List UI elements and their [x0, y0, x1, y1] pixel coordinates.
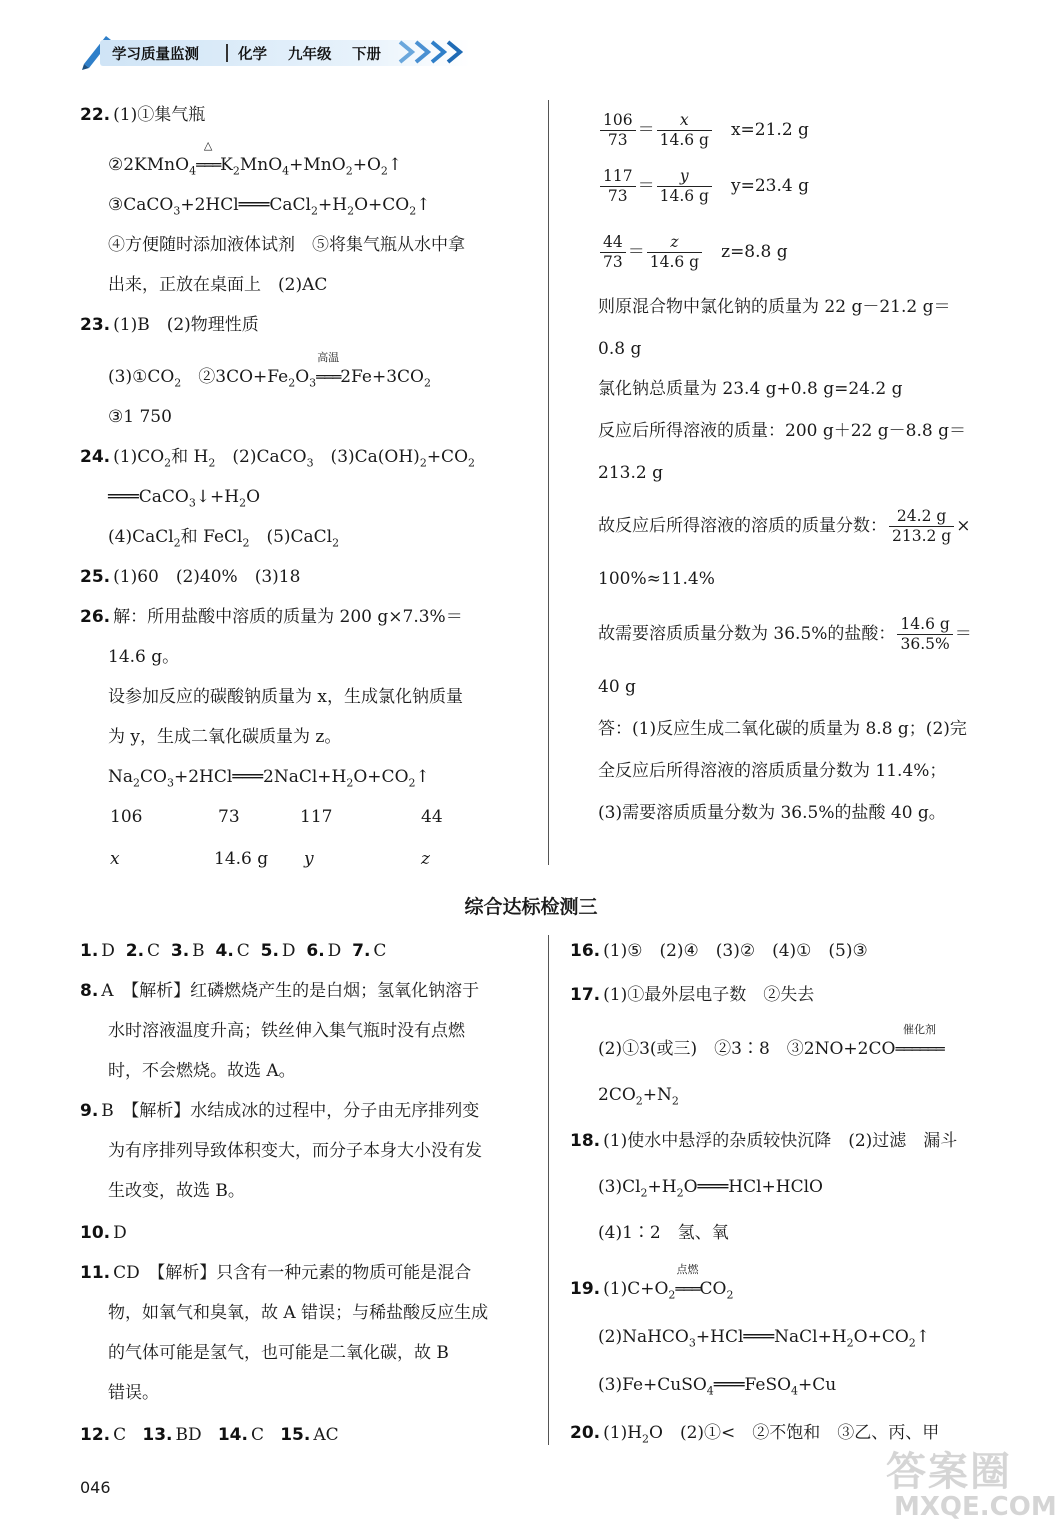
ratio-cell: y: [304, 849, 314, 869]
q18-line1: 18. (1)使水中悬浮的杂质较快沉降 (2)过滤 漏斗: [570, 1131, 958, 1151]
watermark-bottom-text: MXQE.COM: [894, 1492, 1057, 1522]
q19-equation2: $(2)NaHCO_3+HCl═══NaCl+H_2O+CO_2↑$: [598, 1327, 931, 1350]
mass-fraction-result: 100%≈11.4%: [598, 569, 715, 589]
acid-mass-result: 40 g: [598, 677, 636, 697]
q16-line1: 16. (1)⑤ (2)④ (3)② (4)① (5)③: [570, 941, 868, 961]
q22-line5: 出来，正放在桌面上 (2)AC: [108, 275, 328, 295]
q8-line3: 时，不会燃烧。故选 A。: [108, 1061, 296, 1081]
q24-line2: $═══CaCO_3↓+H_2O$: [108, 487, 261, 510]
q23-equation: $(3)①CO_2$ $②3CO+Fe_2O_3$ 高温 $═══2Fe+3CO_2$: [108, 351, 431, 390]
q24-line1: 24. $(1)CO_2$和 $H_2$ (2)CaCO$_3$ $(3)Ca(OH)_2+CO_2$: [80, 447, 476, 470]
column-divider-bottom: [548, 935, 549, 1445]
subject-label: 化学: [238, 47, 267, 63]
proportion-x: $\frac{106}{73}$ ＝ $\frac{x}{14.6 g}$ x=21.2 g: [598, 110, 809, 150]
watermark-logo: [880, 1440, 1057, 1530]
page-header: [78, 30, 478, 74]
q10-line1: 10. D: [80, 1223, 127, 1243]
ratio-cell: 73: [218, 807, 240, 827]
q23-line1: 23. (1)B (2)物理性质: [80, 315, 259, 335]
q8-line1: 8. A 【解析】红磷燃烧产生的是白烟；氢氧化钠溶于: [80, 981, 480, 1001]
answer-line3: (3)需要溶质质量分数为 36.5%的盐酸 40 g。: [598, 803, 946, 823]
q24-line3: (4)CaCl$_2$和 FeCl$_2$ (5)CaCl$_2$: [108, 527, 340, 550]
q26-equation: $Na_2CO_3+2HCl═══2NaCl+H_2O+CO_2↑$: [108, 767, 430, 790]
chevron-arrows-icon: [396, 38, 476, 66]
acid-mass-calc: 故需要溶质质量分数为 36.5%的盐酸： $\frac{14.6 g}{36.5\%}$ ＝: [598, 615, 972, 653]
mc-answers-1-7: 1. D 2. C 3. B 4. C 5. D 6. D 7. C: [80, 941, 387, 961]
q26-line2: 14.6 g。: [108, 647, 180, 667]
proportion-y: $\frac{117}{73}$ ＝ $\frac{y}{14.6 g}$ y=23.4 g: [598, 166, 809, 206]
grade-label: 九年级: [288, 47, 332, 63]
q22-equation1: ②2KMnO$_4$ △ $═══K_2MnO_4+MnO_2+O_2↑$: [108, 139, 403, 178]
q9-line2: 为有序排列导致体积变大，而分子本身大小没有发: [108, 1141, 482, 1161]
mass-fraction-calc: 故反应后所得溶液的溶质的质量分数： $\frac{24.2 g}{213.2 g}$ ×: [598, 507, 971, 545]
ratio-cell: x: [110, 849, 120, 869]
ratio-cell: z: [421, 849, 430, 869]
section-title: 综合达标检测三: [464, 896, 598, 918]
q11-line4: 错误。: [108, 1383, 159, 1403]
q11-line1: 11. CD 【解析】只含有一种元素的物质可能是混合: [80, 1263, 472, 1283]
answer-line2: 全反应后所得溶液的溶质质量分数为 11.4%；: [598, 761, 947, 781]
q17-equation: (2)①3(或三) ②3∶8 ③2NO+2CO 催化剂 ══════: [598, 1023, 944, 1059]
q9-line3: 生改变，故选 B。: [108, 1181, 245, 1201]
q19-line1: 19. $(1)C+O_2$ 点燃 $═══CO_2$: [570, 1263, 734, 1302]
solution-mass: 反应后所得溶液的质量：200 g＋22 g－8.8 g＝: [598, 421, 966, 441]
q17-line1: 17. (1)①最外层电子数 ②失去: [570, 985, 815, 1005]
q23-line3: ③1 750: [108, 407, 172, 427]
nacl-original-mass: 则原混合物中氯化钠的质量为 22 g－21.2 g＝: [598, 297, 951, 317]
mc-answers-12-15: 12. C 13. BD 14. C 15. AC: [80, 1425, 339, 1445]
watermark-top-text: 答案圈: [886, 1449, 1012, 1495]
q25-line1: 25. (1)60 (2)40% (3)18: [80, 567, 301, 587]
q9-line1: 9. B 【解析】水结成冰的过程中，分子由无序排列变: [80, 1101, 480, 1121]
q11-line2: 物，如氧气和臭氧，故 A 错误；与稀盐酸反应生成: [108, 1303, 489, 1323]
ratio-cell: 106: [110, 807, 143, 827]
solution-mass-cont: 213.2 g: [598, 463, 663, 483]
header-divider: [226, 44, 228, 62]
column-divider-top: [548, 100, 549, 865]
ratio-cell: 44: [421, 807, 443, 827]
q11-line3: 的气体可能是氢气，也可能是二氧化碳，故 B: [108, 1343, 449, 1363]
series-title: 学习质量监测: [112, 47, 199, 63]
q8-line2: 水时溶液温度升高；铁丝伸入集气瓶时没有点燃: [108, 1021, 465, 1041]
q22-line4: ④方便随时添加液体试剂 ⑤将集气瓶从水中拿: [108, 235, 465, 255]
q18-line3: (4)1∶2 氢、氧: [598, 1223, 729, 1243]
q22-equation2: $③CaCO_3+2HCl═══CaCl_2+H_2O+CO_2↑$: [108, 195, 431, 218]
nacl-original-mass-cont: 0.8 g: [598, 339, 642, 359]
q19-equation3: (3)Fe+CuSO$_4$═══FeSO$_4$+Cu: [598, 1375, 837, 1398]
q22-line1: 22. (1)①集气瓶: [80, 105, 206, 125]
proportion-z: $\frac{44}{73}$ ＝ $\frac{z}{14.6 g}$ z=8.8 g: [598, 232, 788, 272]
page-number: 046: [80, 1478, 111, 1497]
ratio-cell: 14.6 g: [214, 849, 269, 869]
q17-equation-cont: $2CO_2+N_2$: [598, 1085, 679, 1108]
nacl-total-mass: 氯化钠总质量为 23.4 g+0.8 g=24.2 g: [598, 379, 903, 399]
q20-line1: 20. $(1)H_2O$ (2)①< ②不饱和 ③乙、丙、甲: [570, 1423, 940, 1446]
q26-line4: 为 y，生成二氧化碳质量为 z。: [108, 727, 342, 747]
answer-line1: 答：(1)反应生成二氧化碳的质量为 8.8 g；(2)完: [598, 719, 967, 739]
volume-label: 下册: [352, 47, 381, 63]
q18-equation: $(3)Cl_2+H_2O═══HCl+HClO$: [598, 1177, 823, 1200]
q26-line1: 26. 解：所用盐酸中溶质的质量为 200 g×7.3%＝: [80, 607, 463, 627]
ratio-cell: 117: [300, 807, 333, 827]
q26-line3: 设参加反应的碳酸钠质量为 x，生成氯化钠质量: [108, 687, 463, 707]
